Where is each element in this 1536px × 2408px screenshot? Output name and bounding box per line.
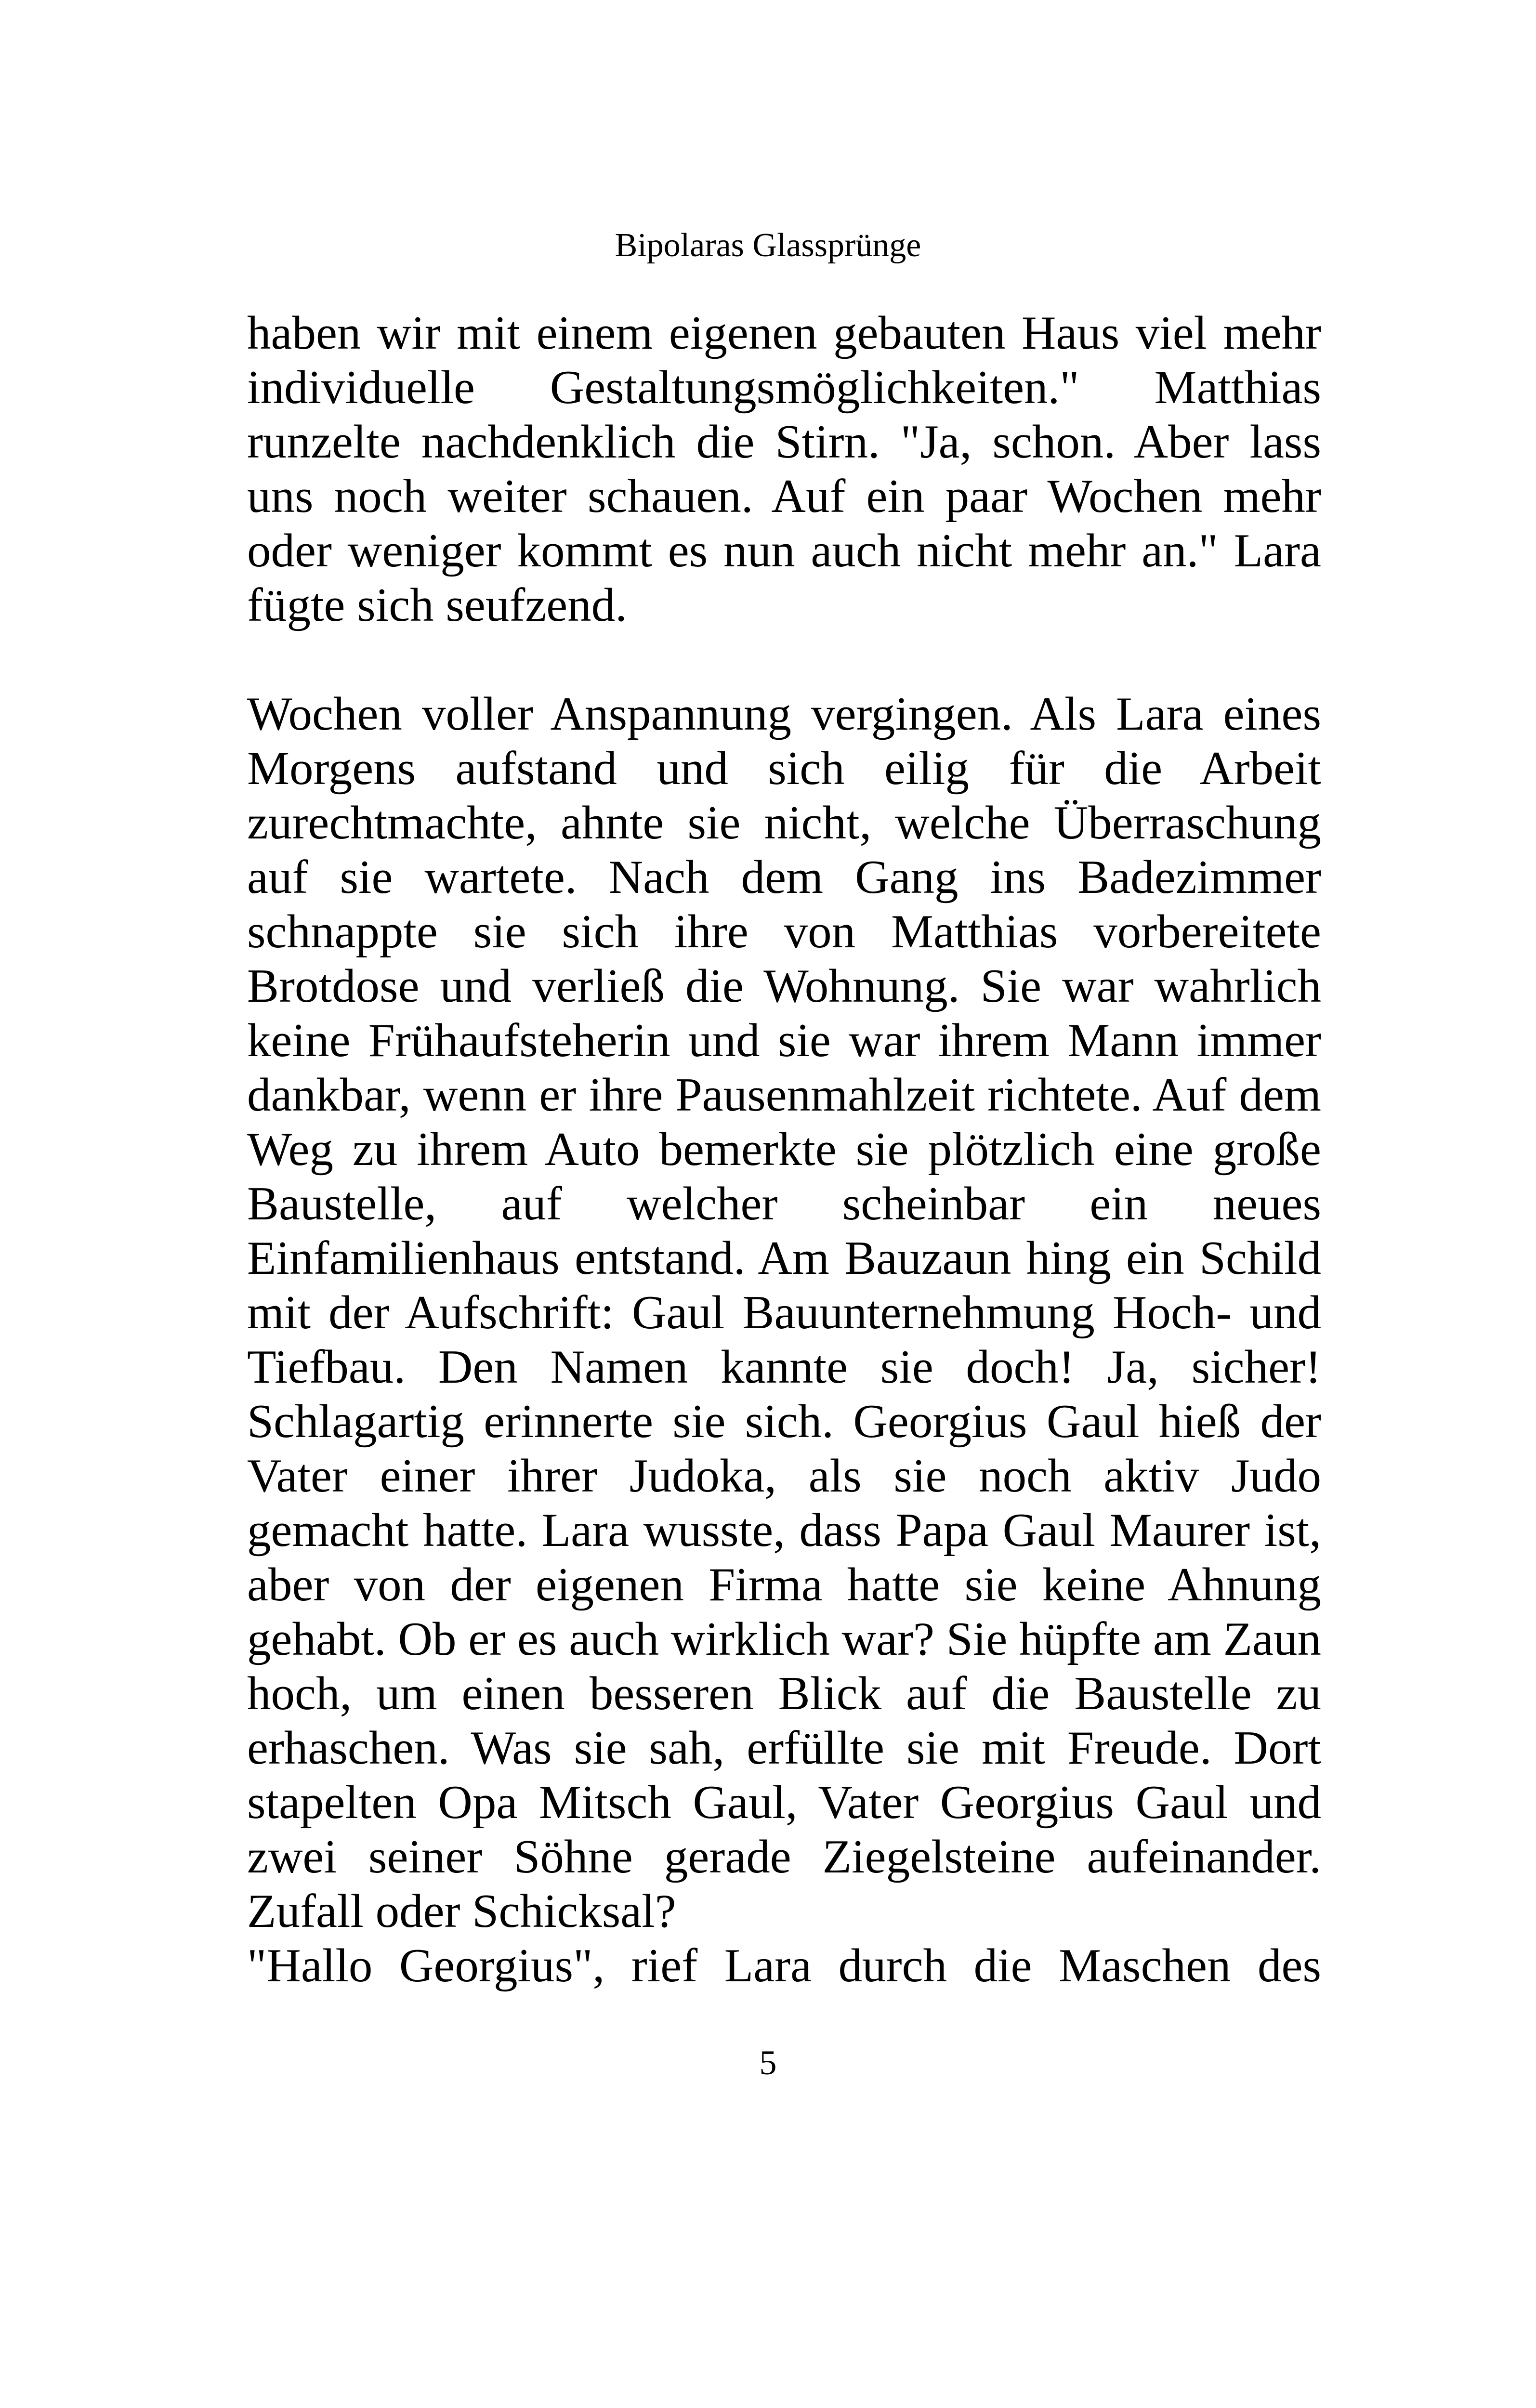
paragraph-1: haben wir mit einem eigenen gebauten Haus viel mehr individuelle Gestaltungsmöglichkeiten." Matthias runzelte nachdenklich die Stirn. "Ja, schon. Aber lass uns noch weiter schauen. Auf ein paar Wochen mehr oder weniger kommt es nun auch nicht mehr an." Lara fügte sich seufzend.: [247, 307, 1321, 631]
body-text: [247, 306, 1321, 1993]
paragraph-2: Wochen voller Anspannung vergingen. Als Lara eines Morgens aufstand und sich eilig für die Arbeit zurechtmachte, ahnte sie nicht, welche Überraschung auf sie wartete. Nach dem Gang ins Badezimmer schnappte sie sich ihre von Matthias vorbereitete Brotdose und verließ die Wohnung. Sie war wahrlich keine Frühaufsteherin und sie war ihrem Mann immer dankbar, wenn er ihre Pausenmahlzeit richtete. Auf dem Weg zu ihrem Auto bemerkte sie plötzlich eine große Baustelle, auf welcher scheinbar ein neues Einfamilienhaus entstand. Am Bauzaun hing ein Schild mit der Aufschrift: Gaul Bauunternehmung Hoch- und Tiefbau. Den Namen kannte sie doch! Ja, sicher! Schlagartig erinnerte sie sich. Georgius Gaul hieß der Vater einer ihrer Judoka, als sie noch aktiv Judo gemacht hatte. Lara wusste, dass Papa Gaul Maurer ist, aber von der eigenen Firma hatte sie keine Ahnung gehabt. Ob er es auch wirklich war? Sie hüpfte am Zaun hoch, um einen besseren Blick auf die Baustelle zu erhaschen. Was sie sah, erfüllte sie mit Freude. Dort stapelten Opa Mitsch Gaul, Vater Georgius Gaul und zwei seiner Söhne gerade Ziegelsteine aufeinander. Zufall oder Schicksal?: [247, 688, 1321, 1937]
paragraph-3: "Hallo Georgius", rief Lara durch die Maschen des: [247, 1939, 1321, 1992]
running-header-title: Bipolaras Glassprünge: [615, 227, 921, 264]
page-number: 5: [759, 2043, 777, 2082]
